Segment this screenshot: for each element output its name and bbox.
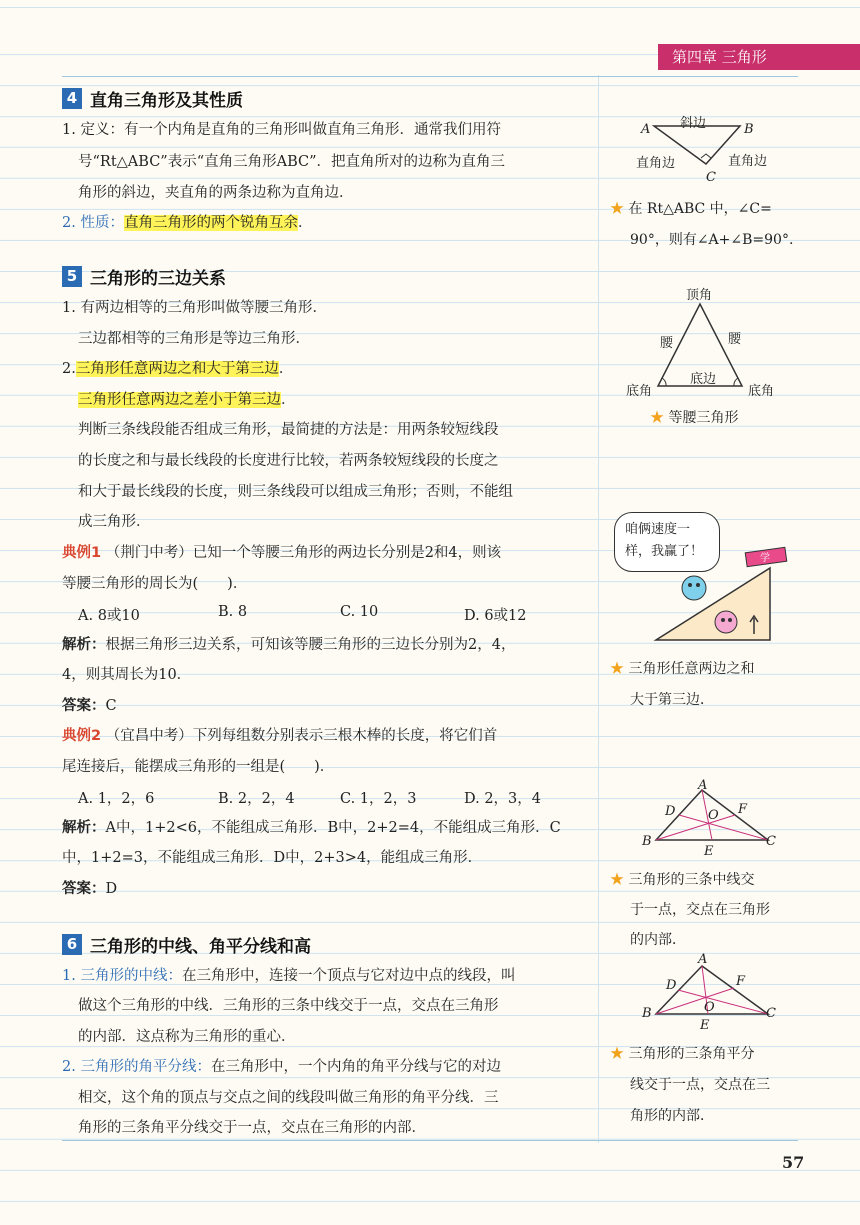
- example-2-solution-1: [62, 818, 561, 838]
- med-label-f: F: [738, 802, 748, 817]
- label-leg-1: 直角边: [636, 156, 676, 171]
- star-icon: ★: [610, 661, 624, 677]
- answer-value: C: [105, 698, 117, 714]
- label-vertex-angle: 顶角: [686, 288, 713, 303]
- answer-value: D: [105, 881, 118, 897]
- label-base-angle-left: 底角: [626, 384, 653, 399]
- note-text: 在 Rt△ABC 中，∠C=: [628, 201, 772, 217]
- section-number: 6: [62, 934, 82, 955]
- sec6-line-3: 的内部．这点称为三角形的重心．: [78, 1029, 296, 1045]
- section-number: 4: [62, 88, 82, 109]
- label-leg-right: 腰: [728, 332, 742, 347]
- med-label-d: D: [665, 804, 676, 819]
- bis-label-c: C: [766, 1006, 776, 1021]
- star-icon: ★: [650, 410, 664, 426]
- rt-note-2: 90°，则有∠A+∠B=90°.: [630, 232, 794, 248]
- bis-note-2: 线交于一点，交点在三: [630, 1077, 770, 1093]
- bubble-line-1: 咱俩速度一: [625, 522, 691, 537]
- sec4-line-1: 1. 定义：有一个内角是直角的三角形叫做直角三角形．通常我们用符: [62, 122, 501, 138]
- sec5-para-4: 成三角形．: [78, 514, 151, 530]
- term-label: 2. 三角形的角平分线：: [62, 1059, 211, 1075]
- property-highlight: 直角三角形的两个锐角互余: [123, 215, 298, 231]
- note-text: 三角形的三条中线交: [628, 872, 755, 888]
- example-1-question-1: [62, 543, 501, 563]
- sec5-para-2: 的长度之和与最长线段的长度进行比较，若两条较短线段的长度之: [78, 453, 499, 469]
- example-2-question-2: 尾连接后，能摆成三角形的一组是( )．: [62, 759, 335, 775]
- cartoon-note-2: 大于第三边．: [630, 692, 714, 708]
- med-label-o: O: [708, 808, 719, 823]
- page-number: 57: [782, 1153, 805, 1172]
- cartoon-note-1: [610, 659, 754, 679]
- example-2-question-1: [62, 726, 497, 746]
- section-6-heading: [62, 932, 311, 957]
- sec4-property-line: [62, 213, 312, 233]
- med-label-c: C: [766, 834, 776, 849]
- option-d: D. 2，3，4: [464, 791, 542, 807]
- punct: ．: [281, 392, 296, 408]
- sec4-line-3: 角形的斜边，夹直角的两条边称为直角边．: [78, 185, 354, 201]
- section-title: 直角三角形及其性质: [90, 91, 243, 111]
- star-icon: ★: [610, 1046, 624, 1062]
- example-label: 典例1: [62, 545, 102, 561]
- section-title: 三角形的中线、角平分线和高: [90, 937, 311, 957]
- option-c: C. 1，2，3: [340, 791, 417, 807]
- term-text: 在三角形中，连接一个顶点与它对边中点的线段，叫: [181, 968, 516, 984]
- med-note-3: 的内部．: [630, 932, 686, 948]
- answer-label: 答案：: [62, 698, 106, 714]
- example-1-solution-1: [62, 635, 515, 655]
- sec5-para-1: 判断三条线段能否组成三角形，最简捷的方法是：用两条较短线段: [78, 422, 499, 438]
- punct: ．: [278, 361, 294, 377]
- sec5-line-4: [78, 390, 296, 410]
- sec4-line-2: 号“Rt△ABC”表示“直角三角形ABC”．把直角所对的边称为直角三: [78, 154, 506, 170]
- highlight: 三角形任意两边之差小于第三边: [78, 392, 281, 408]
- sign-text: 学: [760, 553, 770, 564]
- med-label-e: E: [704, 844, 714, 859]
- med-label-b: B: [642, 834, 652, 849]
- example-1-question-2: 等腰三角形的周长为( )．: [62, 576, 248, 592]
- example-2-solution-2: 中，1+2=3，不能组成三角形．D中，2+3>4，能组成三角形．: [62, 850, 483, 866]
- caption-text: 等腰三角形: [668, 410, 739, 426]
- solution-text: A中，1+2<6，不能组成三角形．B中，2+2=4，不能组成三角形．C: [105, 820, 561, 836]
- header-rule: [62, 76, 798, 77]
- med-label-a: A: [698, 778, 708, 793]
- rt-note-1: [610, 199, 772, 219]
- option-b: B. 8: [218, 604, 248, 620]
- bis-label-a: A: [698, 952, 708, 967]
- solution-label: 解析：: [62, 820, 106, 836]
- race-cartoon: [650, 540, 790, 648]
- section-4-heading: [62, 86, 243, 111]
- footer-rule: [62, 1140, 798, 1141]
- solution-label: 解析：: [62, 637, 106, 653]
- label-leg-left: 腰: [660, 336, 674, 351]
- margin-divider: [598, 75, 599, 1143]
- sec6-line-5: 相交，这个角的顶点与交点之间的线段叫做三角形的角平分线．三: [78, 1090, 499, 1106]
- label-base-angle-right: 底角: [748, 384, 775, 399]
- answer-label: 答案：: [62, 881, 106, 897]
- example-1-answer: [62, 696, 117, 716]
- option-a: A. 1，2，6: [78, 791, 155, 807]
- option-d: D. 6或12: [464, 608, 527, 624]
- star-icon: ★: [610, 201, 624, 217]
- bis-label-e: E: [700, 1018, 710, 1033]
- section-5-heading: [62, 264, 226, 289]
- punct: ．: [297, 215, 313, 231]
- property-label: 2. 性质：: [62, 215, 124, 231]
- question-text: （宜昌中考）下列每组数分别表示三根木棒的长度，将它们首: [105, 728, 498, 744]
- sec6-line-2: 做这个三角形的中线．三角形的三条中线交于一点，交点在三角形: [78, 998, 499, 1014]
- item-number: 2.: [62, 361, 76, 377]
- chapter-tab: 第四章 三角形: [658, 44, 860, 70]
- bis-label-d: D: [666, 978, 677, 993]
- sec5-para-3: 和大于最长线段的长度，则三条线段可以组成三角形；否则，不能组: [78, 484, 513, 500]
- example-label: 典例2: [62, 728, 102, 744]
- example-1-options: [78, 604, 578, 624]
- solution-text: 根据三角形三边关系，可知该等腰三角形的三边长分别为2，4，: [105, 637, 516, 653]
- label-leg-2: 直角边: [728, 154, 768, 169]
- label-b: B: [744, 122, 754, 137]
- med-note-1: [610, 870, 754, 890]
- label-a: A: [641, 122, 651, 137]
- med-note-2: 于一点，交点在三角形: [630, 902, 770, 918]
- star-icon: ★: [610, 872, 624, 888]
- sec6-line-6: 角形的三条角平分线交于一点，交点在三角形的内部．: [78, 1120, 426, 1136]
- question-text: （荆门中考）已知一个等腰三角形的两边长分别是2和4，则该: [105, 545, 502, 561]
- section-title: 三角形的三边关系: [90, 269, 226, 289]
- bubble-line-2: 样，我赢了！: [625, 544, 704, 559]
- label-hypotenuse: 斜边: [680, 116, 707, 131]
- sec6-line-1: [62, 966, 515, 986]
- term-text: 在三角形中，一个内角的角平分线与它的对边: [210, 1059, 501, 1075]
- label-c: C: [706, 170, 716, 185]
- note-text: 三角形的三条角平分: [628, 1046, 755, 1062]
- option-c: C. 10: [340, 604, 379, 620]
- example-2-answer: [62, 879, 117, 899]
- bis-label-b: B: [642, 1006, 652, 1021]
- section-number: 5: [62, 266, 82, 287]
- label-base: 底边: [690, 372, 717, 387]
- bis-note-3: 角形的内部．: [630, 1108, 714, 1124]
- sec6-line-4: [62, 1057, 501, 1077]
- option-a: A. 8或10: [78, 608, 140, 624]
- bis-label-f: F: [736, 974, 746, 989]
- note-text: 三角形任意两边之和: [628, 661, 755, 677]
- example-2-options: [78, 787, 578, 807]
- example-1-solution-2: 4，则其周长为10．: [62, 667, 192, 683]
- option-b: B. 2，2，4: [218, 791, 295, 807]
- highlight: 三角形任意两边之和大于第三边: [75, 361, 279, 377]
- term-label: 1. 三角形的中线：: [62, 968, 182, 984]
- sec5-line-3: [62, 359, 293, 379]
- iso-caption: [650, 408, 738, 428]
- sec5-line-2: 三边都相等的三角形是等边三角形．: [78, 331, 310, 347]
- bis-label-o: O: [704, 1000, 715, 1015]
- sec5-line-1: 1. 有两边相等的三角形叫做等腰三角形．: [62, 300, 327, 316]
- bis-note-1: [610, 1044, 754, 1064]
